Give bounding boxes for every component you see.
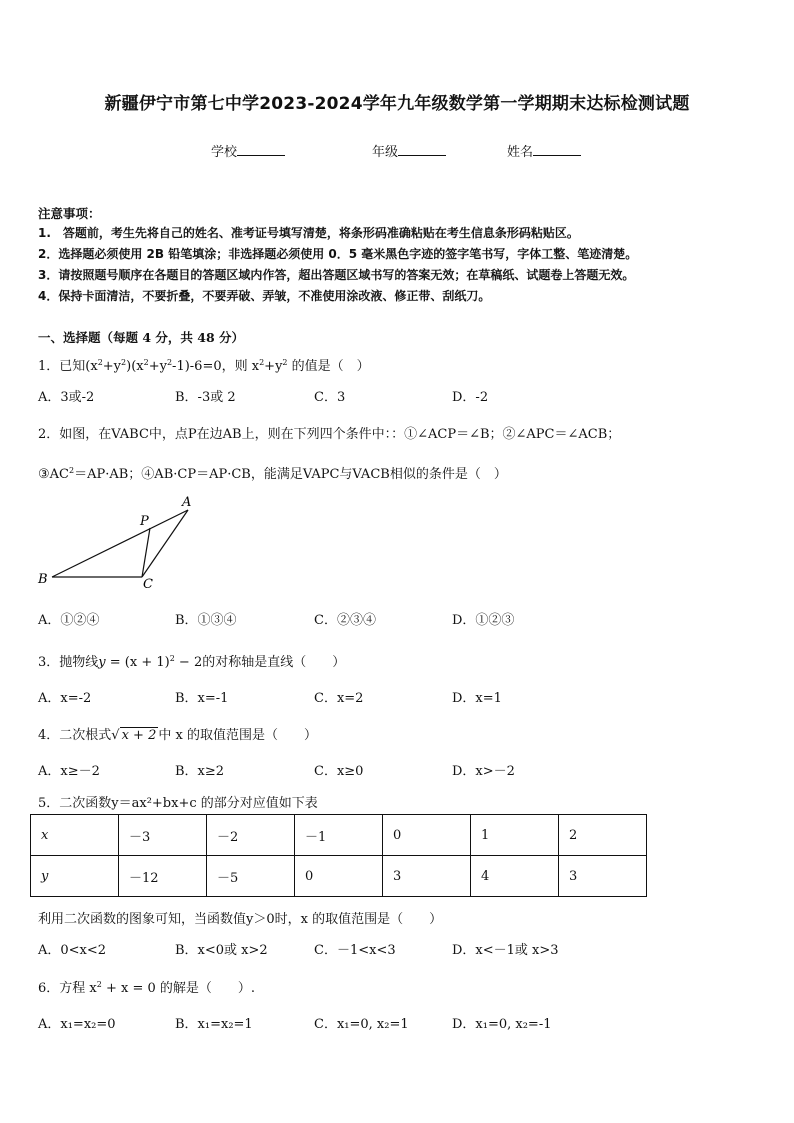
table-cell: 2 <box>559 815 647 856</box>
table-cell: 0 <box>295 856 383 897</box>
q2-option-a: A．①②④ <box>38 613 100 628</box>
side-ca <box>142 510 188 577</box>
name-label: 姓名 <box>507 145 534 160</box>
table-cell: 4 <box>471 856 559 897</box>
table-cell: 3 <box>559 856 647 897</box>
table-cell: 3 <box>383 856 471 897</box>
triangle-figure <box>30 492 210 592</box>
question-2-line-1: 2．如图，在VABC中，点P在边AB上，则在下列四个条件中：：①∠ACP＝∠B；②∠APC＝∠ACB； <box>38 427 621 442</box>
value-table <box>30 814 647 897</box>
q5-option-a: A．0<x<2 <box>38 943 107 958</box>
question-4: 4．二次根式√ x + 2 中 x 的取值范围是（ ） <box>38 728 317 743</box>
q6-option-b: B．x₁=x₂=1 <box>175 1017 253 1032</box>
q2-option-c: C．②③④ <box>314 613 376 628</box>
note-item: 2．选择题必须使用 2B 铅笔填涂；非选择题必须使用 0．5 毫米黑色字迹的签字笔书写，字体工整、笔迹清楚。 <box>38 247 638 261</box>
table-cell: 0 <box>383 815 471 856</box>
q1-option-c: C．3 <box>314 390 346 405</box>
table-cell: x <box>31 815 119 856</box>
radical: √ x + 2 <box>111 728 157 743</box>
q4-option-c: C．x≥0 <box>314 764 364 779</box>
question-2-line-2: $③AC^2=AP\cdot AB$；④AB·CP＝AP·CB，能满足VAPC与VACB相似的条件是（ ） <box>38 466 507 482</box>
table-cell: －3 <box>119 815 207 856</box>
table-cell: －1 <box>295 815 383 856</box>
table-cell: －12 <box>119 856 207 897</box>
page-title: 新疆伊宁市第七中学2023-2024学年九年级数学第一学期期末达标检测试题 <box>104 94 690 114</box>
grade-label: 年级 <box>372 145 399 160</box>
vertex-label-a: A <box>182 495 192 510</box>
q3-option-a: A．x=-2 <box>38 691 92 706</box>
table-cell: y <box>31 856 119 897</box>
table-row <box>31 856 647 897</box>
q2-option-d: D．①②③ <box>452 613 515 628</box>
vertex-label-b: B <box>38 572 48 587</box>
table-row <box>31 815 647 856</box>
school-field <box>211 141 285 160</box>
vertex-label-c: C <box>143 577 153 592</box>
question-5: 5．二次函数y＝ax²+bx+c 的部分对应值如下表 <box>38 796 318 811</box>
note-item: 4．保持卡面清洁，不要折叠，不要弄破、弄皱，不准使用涂改液、修正带、刮纸刀。 <box>38 289 491 303</box>
q4-option-d: D．x>－2 <box>452 764 515 779</box>
name-blank <box>533 143 581 156</box>
segment-cp <box>142 528 150 577</box>
side-ba <box>52 510 188 577</box>
q6-option-a: A．x₁=x₂=0 <box>38 1017 116 1032</box>
q2-option-b: B．①③④ <box>175 613 237 628</box>
note-item: 1. 答题前，考生先将自己的姓名、准考证号填写清楚，将条形码准确粘贴在考生信息条形码粘贴区。 <box>38 226 579 240</box>
q1-option-b: B．-3或 2 <box>175 390 236 405</box>
q5-option-d: D．x<－1或 x>3 <box>452 943 559 958</box>
notes-heading: 注意事项： <box>38 206 101 221</box>
vertex-label-p: P <box>140 514 149 529</box>
q3-option-b: B．x=-1 <box>175 691 229 706</box>
section-heading: 一、选择题（每题 4 分，共 48 分） <box>38 330 245 345</box>
school-blank <box>237 143 285 156</box>
grade-field <box>372 141 446 160</box>
name-field <box>507 141 581 160</box>
question-1: 1．已知$(x^2+y^2)(x^2+y^2-1)-6=0$，则 $x^2+y^2$ 的值是（ ） <box>38 358 370 374</box>
q6-option-c: C．x₁=0, x₂=1 <box>314 1017 409 1032</box>
question-5-condition: 利用二次函数的图象可知，当函数值y＞0时，x 的取值范围是（ ） <box>38 912 443 927</box>
grade-blank <box>398 143 446 156</box>
note-item: 3．请按照题号顺序在各题目的答题区域内作答，超出答题区域书写的答案无效；在草稿纸、试题卷上答题无效。 <box>38 268 635 282</box>
question-6: 6．方程 $x^2 + x = 0$ 的解是（ ）. <box>38 980 256 996</box>
table-cell: 1 <box>471 815 559 856</box>
q6-option-d: D．x₁=0, x₂=-1 <box>452 1017 552 1032</box>
school-label: 学校 <box>211 145 238 160</box>
q4-option-a: A．x≥－2 <box>38 764 100 779</box>
q4-option-b: B．x≥2 <box>175 764 225 779</box>
q5-option-c: C．－1<x<3 <box>314 943 396 958</box>
q1-option-d: D．-2 <box>452 390 489 405</box>
q5-option-b: B．x<0或 x>2 <box>175 943 268 958</box>
table-cell: －2 <box>207 815 295 856</box>
q3-option-c: C．x=2 <box>314 691 364 706</box>
question-3: 3．抛物线$y = (x + 1)^2 - 2$的对称轴是直线（ ） <box>38 654 346 670</box>
table-cell: －5 <box>207 856 295 897</box>
q1-option-a: A．3或-2 <box>38 390 95 405</box>
q3-option-d: D．x=1 <box>452 691 502 706</box>
